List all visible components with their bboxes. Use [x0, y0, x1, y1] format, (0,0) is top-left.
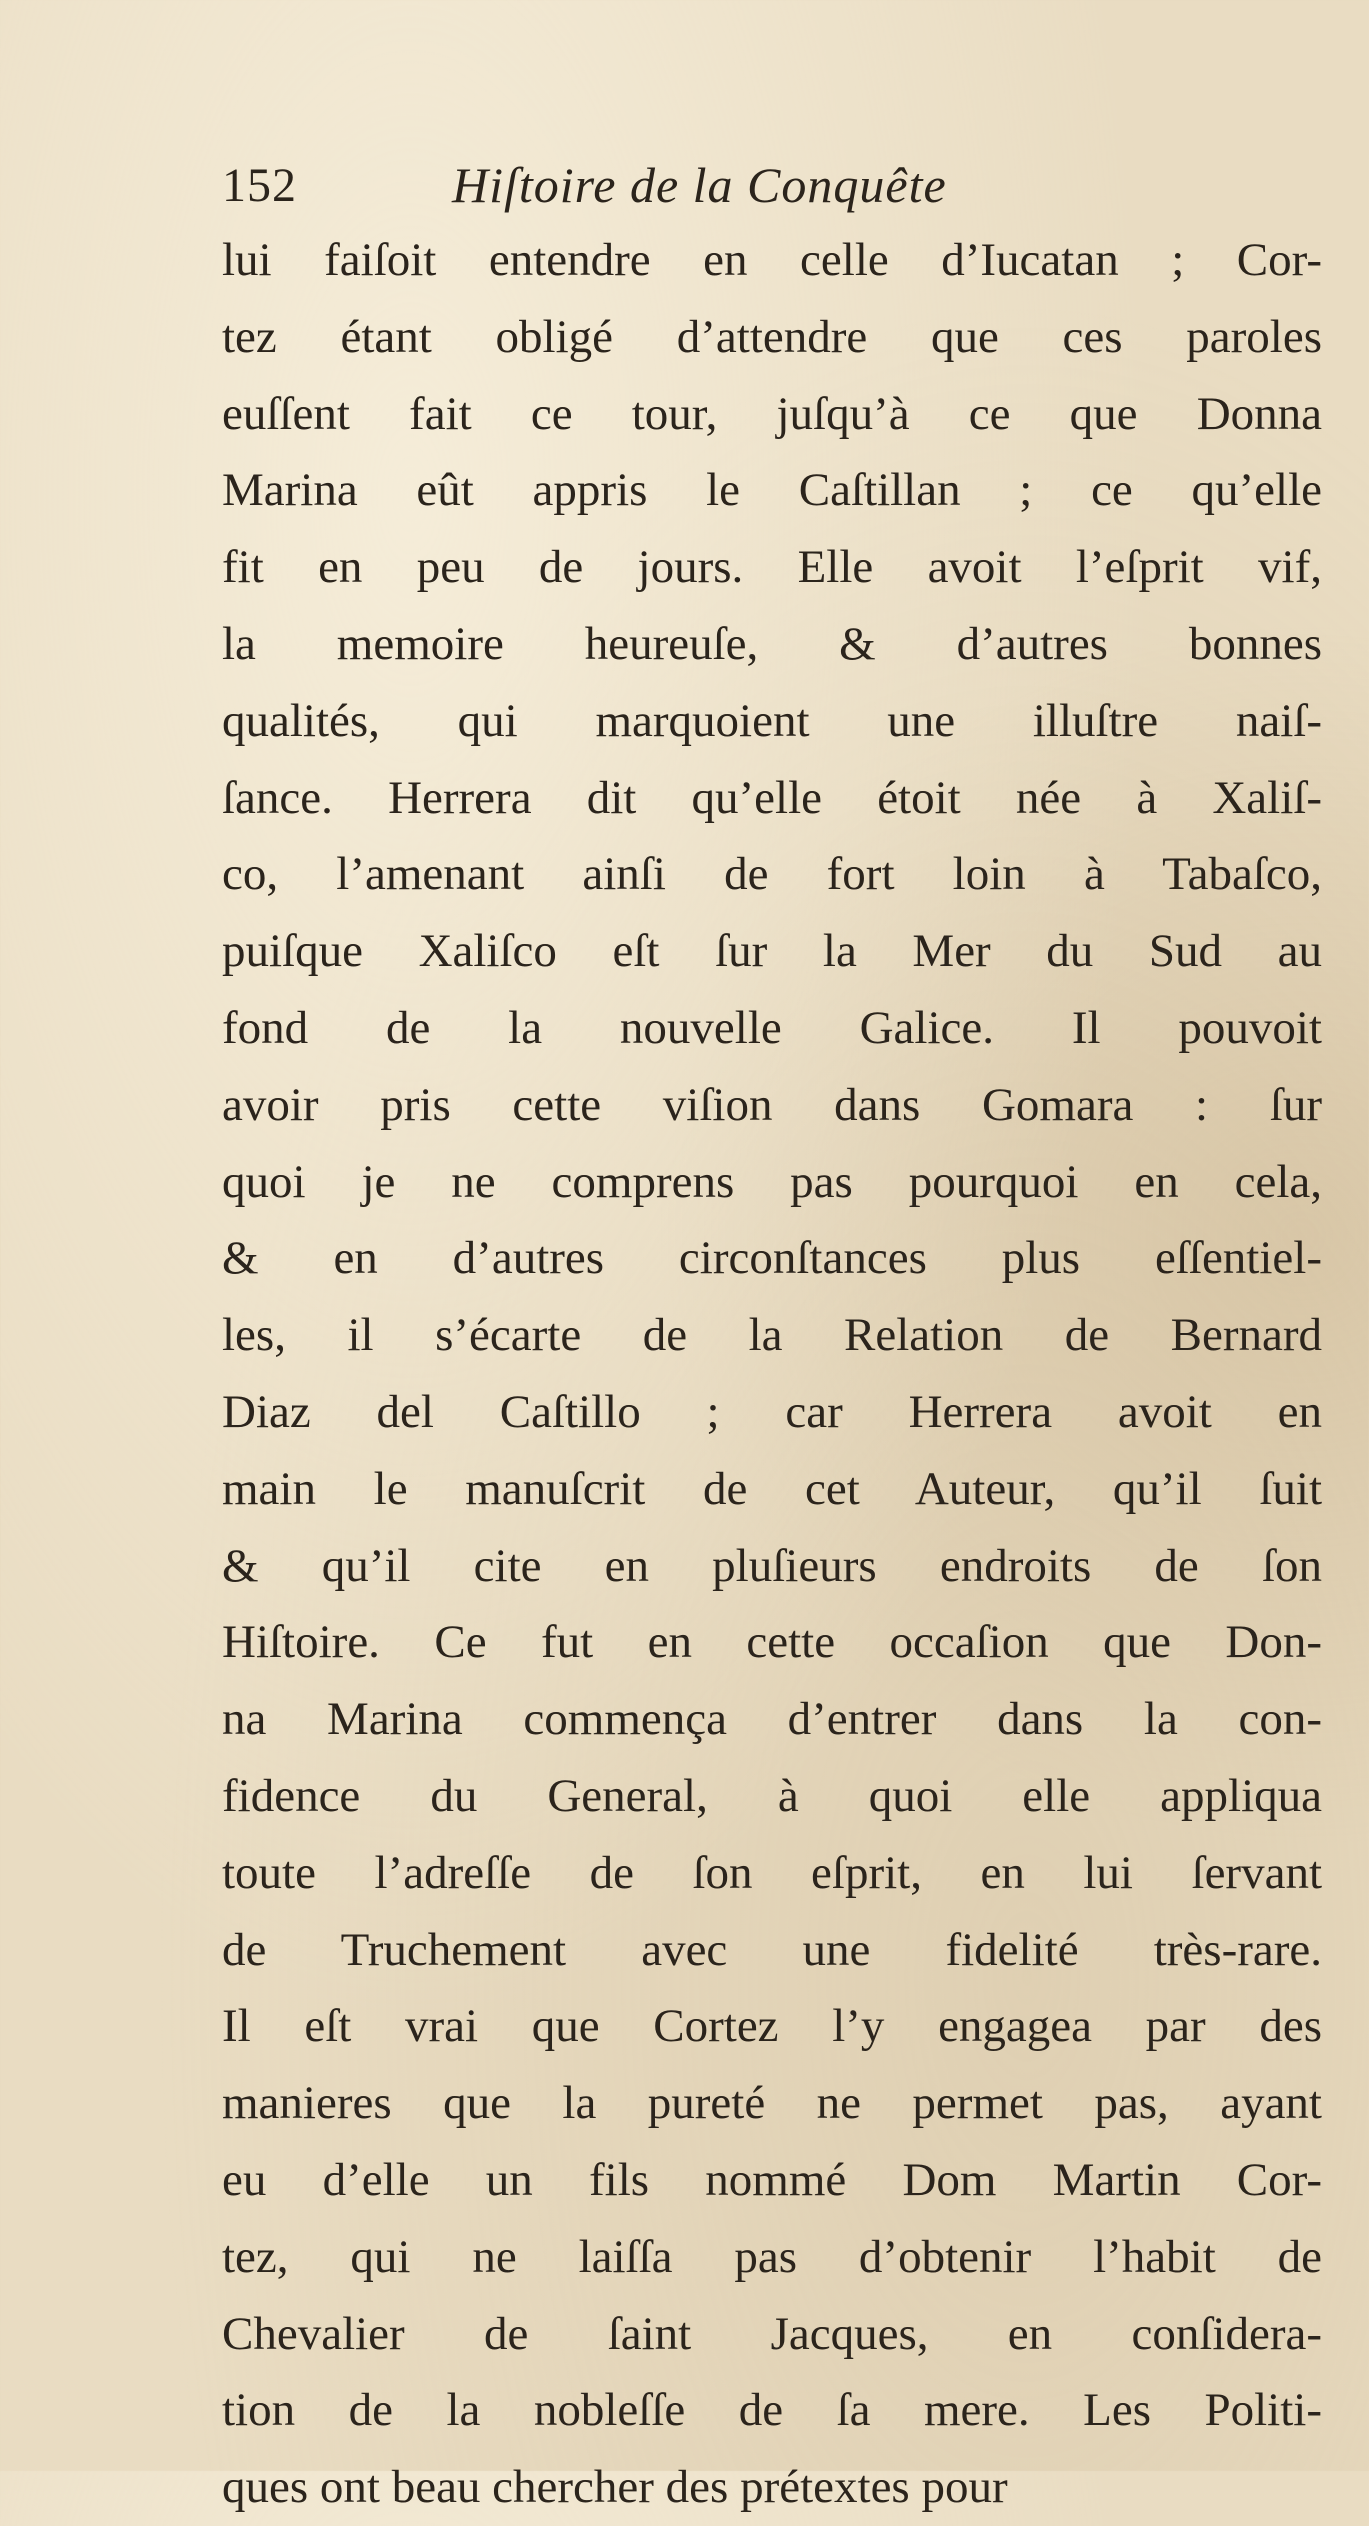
- text-line: avoir pris cette viſion dans Gomara : ſur: [222, 1078, 1322, 1131]
- text-line: na Marina commença d’entrer dans la con-: [222, 1693, 1322, 1746]
- text-line: tion de la nobleſſe de ſa mere. Les Politi-: [222, 2384, 1322, 2437]
- text-line: tez étant obligé d’attendre que ces paroles: [222, 310, 1322, 363]
- text-line: Chevalier de ſaint Jacques, en conſidera-: [222, 2307, 1322, 2360]
- text-line: euſſent fait ce tour, juſqu’à ce que Donna: [222, 387, 1322, 440]
- text-line: Il eſt vrai que Cortez l’y engagea par des: [222, 2000, 1322, 2053]
- text-line: & en d’autres circonſtances plus eſſentiel-: [222, 1232, 1322, 1285]
- text-line: les, il s’écarte de la Relation de Bernard: [222, 1309, 1322, 1362]
- text-line: de Truchement avec une fidelité très-rare.: [222, 1923, 1322, 1976]
- text-line: manieres que la pureté ne permet pas, ayant: [222, 2077, 1322, 2130]
- text-line: & qu’il cite en pluſieurs endroits de ſon: [222, 1539, 1322, 1592]
- text-line: Marina eût appris le Caſtillan ; ce qu’elle: [222, 464, 1322, 517]
- running-head-title: Hiſtoire de la Conquête: [452, 157, 947, 213]
- text-line: fit en peu de jours. Elle avoit l’eſprit vif,: [222, 541, 1322, 594]
- text-line: Diaz del Caſtillo ; car Herrera avoit en: [222, 1385, 1322, 1438]
- text-line: la memoire heureuſe, & d’autres bonnes: [222, 617, 1322, 670]
- text-line: Hiſtoire. Ce fut en cette occaſion que Don-: [222, 1616, 1322, 1669]
- text-line: toute l’adreſſe de ſon eſprit, en lui ſervant: [222, 1846, 1322, 1899]
- running-head: [222, 158, 1322, 228]
- text-line: co, l’amenant ainſi de fort loin à Tabaſco,: [222, 848, 1322, 901]
- text-line: qualités, qui marquoient une illuſtre naiſ-: [222, 694, 1322, 747]
- body-text: [222, 222, 1322, 2526]
- text-line: fond de la nouvelle Galice. Il pouvoit: [222, 1001, 1322, 1054]
- text-line: ſance. Herrera dit qu’elle étoit née à Xaliſ-: [222, 771, 1322, 824]
- text-line: eu d’elle un fils nommé Dom Martin Cor-: [222, 2153, 1322, 2206]
- page-number: 152: [222, 159, 297, 212]
- text-line: fidence du General, à quoi elle appliqua: [222, 1769, 1322, 1822]
- text-line: ques ont beau chercher des prétextes pour: [222, 2461, 1008, 2514]
- text-line: puiſque Xaliſco eſt ſur la Mer du Sud au: [222, 925, 1322, 978]
- text-line: lui faiſoit entendre en celle d’Iucatan ; Cor-: [222, 234, 1322, 286]
- text-line: quoi je ne comprens pas pourquoi en cela,: [222, 1155, 1322, 1208]
- text-line: main le manuſcrit de cet Auteur, qu’il ſuit: [222, 1462, 1322, 1515]
- text-line: tez, qui ne laiſſa pas d’obtenir l’habit de: [222, 2230, 1322, 2283]
